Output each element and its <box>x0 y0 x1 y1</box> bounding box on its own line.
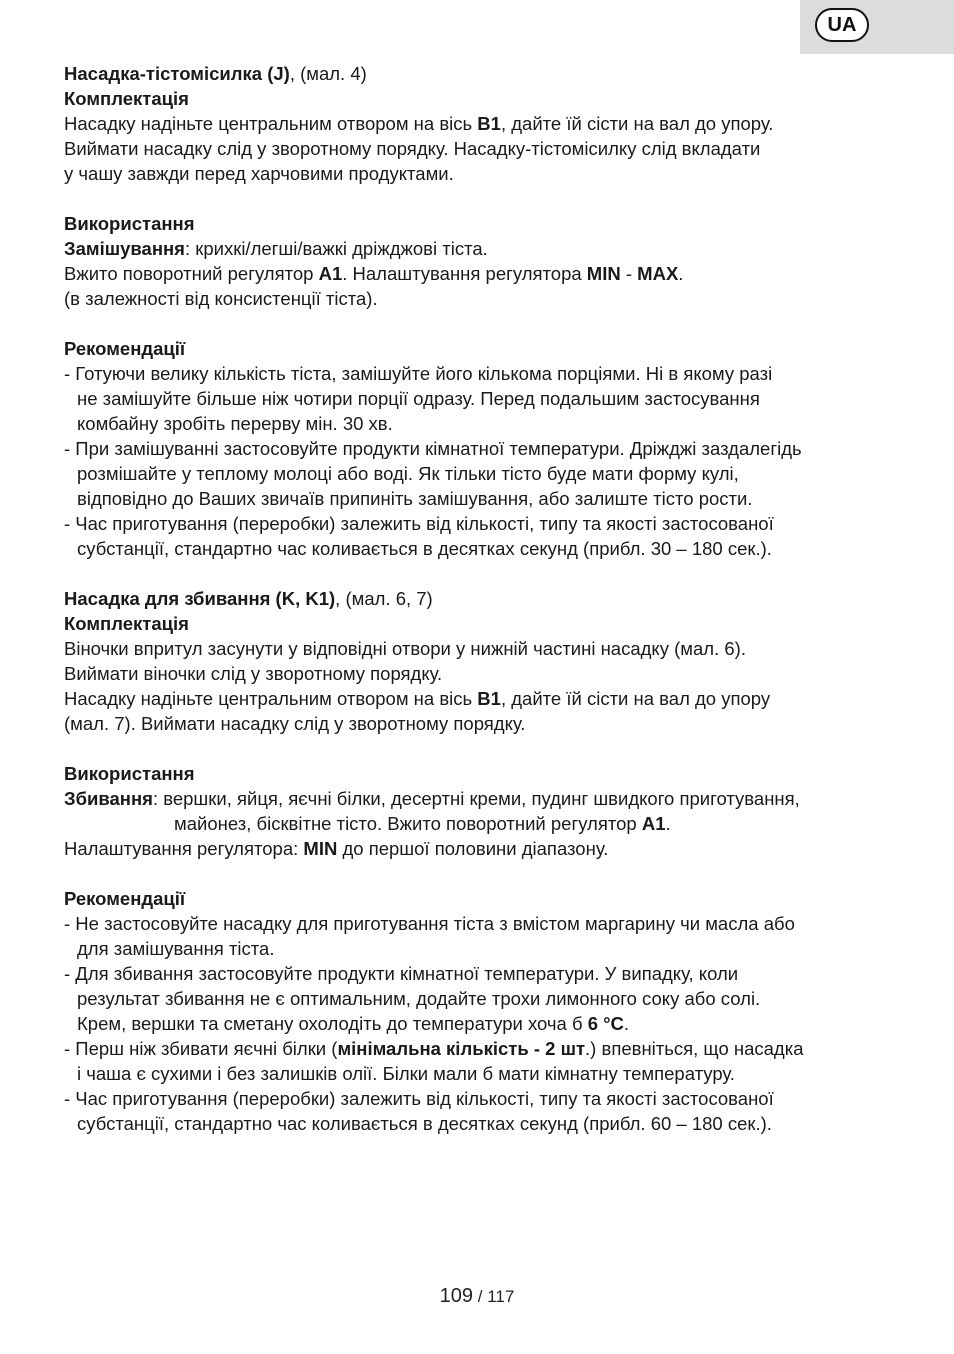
list-item-continuation: Крем, вершки та сметану охолодіть до температури хоча б 6 °C. <box>77 1013 630 1034</box>
list-item: - Готуючи велику кількість тіста, замішуйте його кількома порціями. Ні в якому разі <box>64 363 773 384</box>
section-dough-title: Насадка-тістомісилка (J), (мал. 4) <box>64 63 367 84</box>
current-page: 109 <box>439 1285 474 1307</box>
whisk-recommendations-heading: Рекомендації <box>64 888 186 909</box>
list-item-continuation: субстанції, стандартно час коливається в десятках секунд (прибл. 30 – 180 сек.). <box>77 538 772 559</box>
list-item: - Час приготування (переробки) залежить від кількості, типу та якості застосованої <box>64 1088 774 1109</box>
paragraph-line: Вжито поворотний регулятор A1. Налаштування регулятора MIN - MAX. <box>64 263 684 284</box>
page-number <box>0 1285 954 1308</box>
list-item-continuation: субстанції, стандартно час коливається в десятках секунд (прибл. 60 – 180 сек.). <box>77 1113 772 1134</box>
section-whisk-title: Насадка для збивання (K, K1), (мал. 6, 7) <box>64 588 433 609</box>
paragraph-line-hanging: майонез, бісквітне тісто. Вжито поворотний регулятор A1. <box>174 813 671 834</box>
paragraph-line: Виймати насадку слід у зворотному порядку. Насадку-тістомісилку слід вкладати <box>64 138 761 159</box>
language-badge: UA <box>815 8 869 42</box>
paragraph-line: (в залежності від консистенції тіста). <box>64 288 378 309</box>
list-item: - Для збивання застосовуйте продукти кімнатної температури. У випадку, коли <box>64 963 739 984</box>
paragraph-line: Насадку надіньте центральним отвором на вісь B1, дайте їй сісти на вал до упору <box>64 688 771 709</box>
paragraph-line: у чашу завжди перед харчовими продуктами. <box>64 163 454 184</box>
paragraph-line: Насадку надіньте центральним отвором на вісь B1, дайте їй сісти на вал до упору. <box>64 113 774 134</box>
paragraph-line: Виймати віночки слід у зворотному порядку. <box>64 663 443 684</box>
list-item: - Не застосовуйте насадку для приготування тіста з вмістом маргарину чи масла або <box>64 913 795 934</box>
paragraph-line: Замішування: крихкі/легші/важкі дріжджові тіста. <box>64 238 488 259</box>
whisk-usage-heading: Використання <box>64 763 195 784</box>
paragraph-line: Збивання: вершки, яйця, яєчні білки, десертні креми, пудинг швидкого приготування, <box>64 788 800 809</box>
list-item-continuation: розмішайте у теплому молоці або воді. Як тільки тісто буде мати форму кулі, <box>77 463 739 484</box>
list-item: - Перш ніж збивати яєчні білки (мінімальна кількість - 2 шт.) впевніться, що насадка <box>64 1038 804 1059</box>
list-item-continuation: і чаша є сухими і без залишків олії. Білки мали б мати кімнатну температуру. <box>77 1063 735 1084</box>
dough-recommendations-heading: Рекомендації <box>64 338 186 359</box>
list-item-continuation: відповідно до Ваших звичаїв припиніть замішування, або залиште тісто рости. <box>77 488 753 509</box>
total-pages: / 117 <box>473 1287 515 1306</box>
list-item-continuation: комбайну зробіть перерву мін. 30 хв. <box>77 413 393 434</box>
paragraph-line: (мал. 7). Виймати насадку слід у зворотному порядку. <box>64 713 526 734</box>
paragraph-line: Віночки впритул засунути у відповідні отвори у нижній частині насадку (мал. 6). <box>64 638 746 659</box>
list-item-continuation: не замішуйте більше ніж чотири порції одразу. Перед подальшим застосування <box>77 388 760 409</box>
dough-usage-heading: Використання <box>64 213 195 234</box>
language-tab <box>800 0 954 54</box>
list-item: - Час приготування (переробки) залежить від кількості, типу та якості застосованої <box>64 513 774 534</box>
page-content <box>64 61 904 1136</box>
whisk-kit-heading: Комплектація <box>64 613 189 634</box>
dough-kit-heading: Комплектація <box>64 88 189 109</box>
list-item-continuation: результат збивання не є оптимальним, додайте трохи лимонного соку або солі. <box>77 988 761 1009</box>
list-item-continuation: для замішування тіста. <box>77 938 275 959</box>
list-item: - При замішуванні застосовуйте продукти кімнатної температури. Дріжджі заздалегідь <box>64 438 802 459</box>
paragraph-line: Налаштування регулятора: MIN до першої половини діапазону. <box>64 838 609 859</box>
